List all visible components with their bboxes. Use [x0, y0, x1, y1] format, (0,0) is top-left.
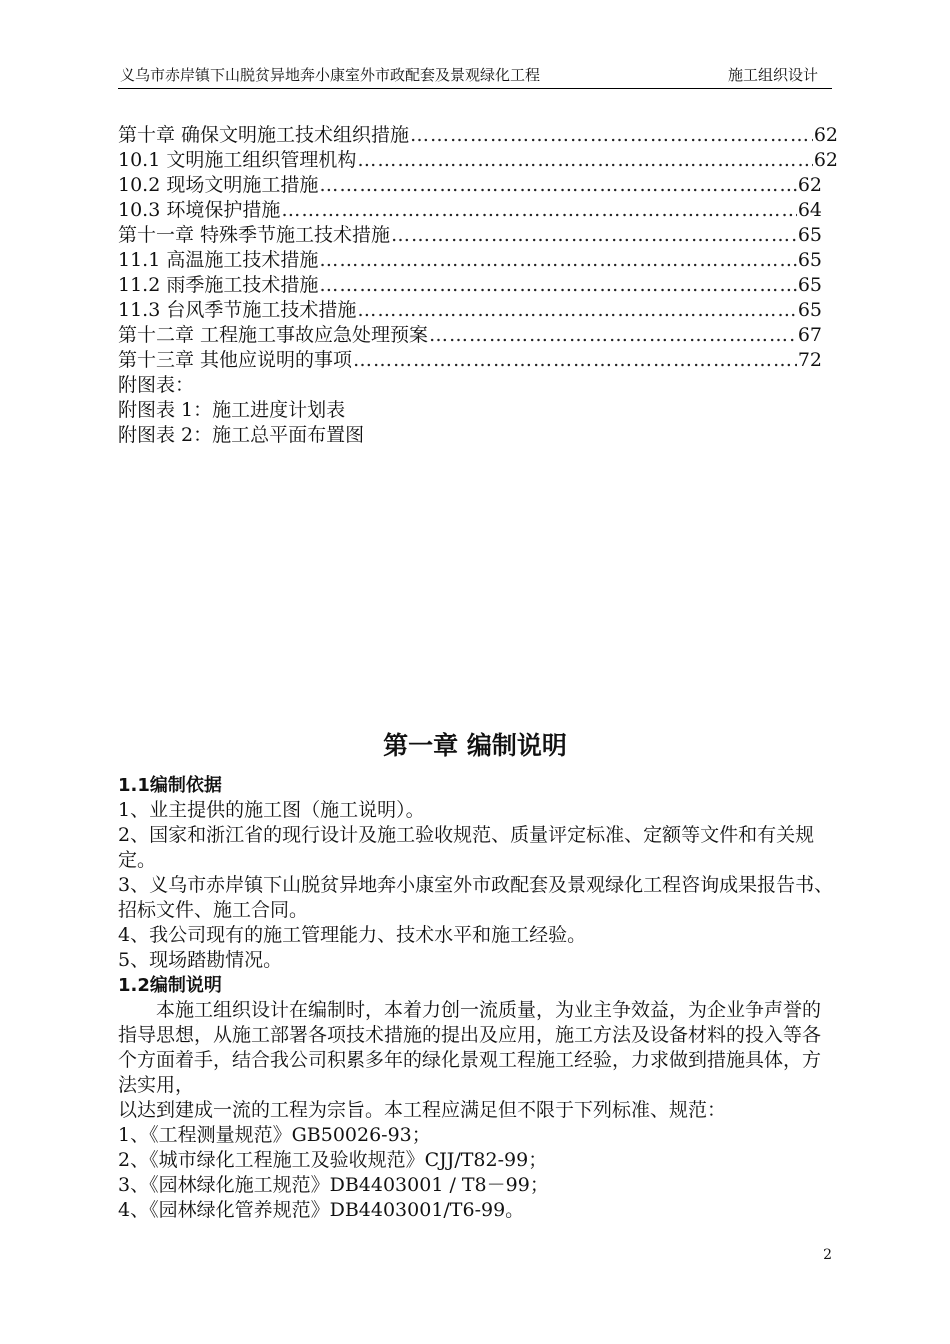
basis-item: 4、我公司现有的施工管理能力、技术水平和施工经验。: [118, 924, 587, 946]
header-project-title: 义乌市赤岸镇下山脱贫异地奔小康室外市政配套及景观绿化工程: [120, 66, 541, 84]
toc-entry-page: 65: [797, 274, 822, 296]
toc-entry-title: 第十一章 特殊季节施工技术措施: [118, 224, 391, 246]
toc-entry-title: 10.3 环境保护措施: [118, 199, 281, 221]
table-of-contents: [118, 123, 838, 448]
toc-leader-dots: [281, 198, 796, 223]
section-heading: 1.1编制依据: [118, 775, 222, 796]
toc-leader-dots: [319, 273, 796, 298]
toc-leader-dots: [353, 348, 797, 373]
toc-entry-title: 11.1 高温施工技术措施: [118, 249, 319, 271]
toc-entry-title: 10.2 现场文明施工措施: [118, 174, 319, 196]
toc-entry-title: 附图表：: [118, 374, 195, 396]
toc-entry[interactable]: [118, 173, 822, 198]
page-header: [118, 64, 832, 89]
basis-item: 5、现场踏勘情况。: [118, 949, 283, 971]
toc-entry-page: 64: [797, 199, 822, 221]
toc-leader-dots: [410, 123, 813, 148]
toc-entry[interactable]: [118, 273, 822, 298]
header-doc-type: 施工组织设计: [727, 66, 818, 84]
toc-entry-page: 65: [797, 249, 822, 271]
basis-item: 2、国家和浙江省的现行设计及施工验收规范、质量评定标准、定额等文件和有关规定。: [118, 824, 815, 871]
toc-entry-page: 72: [797, 349, 822, 371]
toc-entry[interactable]: [118, 323, 822, 348]
toc-entry[interactable]: [118, 298, 822, 323]
toc-entry-title: 11.2 雨季施工技术措施: [118, 274, 319, 296]
toc-entry: [118, 373, 838, 398]
basis-item: 1、业主提供的施工图（施工说明）。: [118, 799, 425, 821]
toc-leader-dots: [391, 223, 797, 248]
toc-entry[interactable]: [118, 198, 822, 223]
toc-entry-page: 62: [813, 149, 838, 171]
page-number: 2: [823, 1247, 832, 1263]
toc-entry-title: 11.3 台风季节施工技术措施: [118, 299, 357, 321]
toc-leader-dots: [429, 323, 797, 348]
toc-entry-page: 65: [797, 299, 822, 321]
toc-entry-title: 附图表 1：施工进度计划表: [118, 399, 346, 421]
standard-item: 2、《城市绿化工程施工及验收规范》CJJ/T82-99；: [118, 1149, 548, 1171]
standard-item: 3、《园林绿化施工规范》DB4403001 / T8－99；: [118, 1174, 549, 1196]
toc-entry[interactable]: [118, 348, 822, 373]
toc-entry-page: 67: [797, 324, 822, 346]
toc-entry-title: 10.1 文明施工组织管理机构: [118, 149, 357, 171]
toc-entry: [118, 423, 838, 448]
toc-entry[interactable]: [118, 123, 838, 148]
standard-item: 1、《工程测量规范》GB50026-93；: [118, 1124, 431, 1146]
chapter-title: 第一章 编制说明: [383, 731, 567, 760]
description-line: 以达到建成一流的工程为宗旨。本工程应满足但不限于下列标准、规范：: [118, 1099, 727, 1121]
toc-entry-title: 第十二章 工程施工事故应急处理预案: [118, 324, 429, 346]
toc-entry-title: 附图表 2：施工总平面布置图: [118, 424, 365, 446]
toc-leader-dots: [319, 248, 796, 273]
standard-item: 4、《园林绿化管养规范》DB4403001/T6-99。: [118, 1199, 525, 1221]
toc-entry[interactable]: [118, 248, 822, 273]
toc-entry[interactable]: [118, 223, 822, 248]
toc-leader-dots: [319, 173, 796, 198]
toc-entry-title: 第十章 确保文明施工技术组织措施: [118, 124, 410, 146]
toc-entry-title: 第十三章 其他应说明的事项: [118, 349, 353, 371]
chapter-body: [118, 773, 838, 1223]
toc-entry-page: 65: [797, 224, 822, 246]
section-heading: 1.2编制说明: [118, 975, 222, 996]
toc-entry: [118, 398, 838, 423]
basis-item: 3、义乌市赤岸镇下山脱贫异地奔小康室外市政配套及景观绿化工程咨询成果报告书、招标文件、施工合同。: [118, 874, 834, 921]
description-paragraph: 本施工组织设计在编制时，本着力创一流质量，为业主争效益，为企业争声誉的指导思想，从施工部署各项技术措施的提出及应用，施工方法及设备材料的投入等各个方面着手，结合我公司积累多年的绿化景观工程施工经验，力求做到措施具体，方法实用，: [118, 999, 822, 1096]
toc-entry[interactable]: [118, 148, 838, 173]
toc-entry-page: 62: [797, 174, 822, 196]
toc-leader-dots: [357, 148, 812, 173]
toc-leader-dots: [357, 298, 796, 323]
toc-entry-page: 62: [813, 124, 838, 146]
